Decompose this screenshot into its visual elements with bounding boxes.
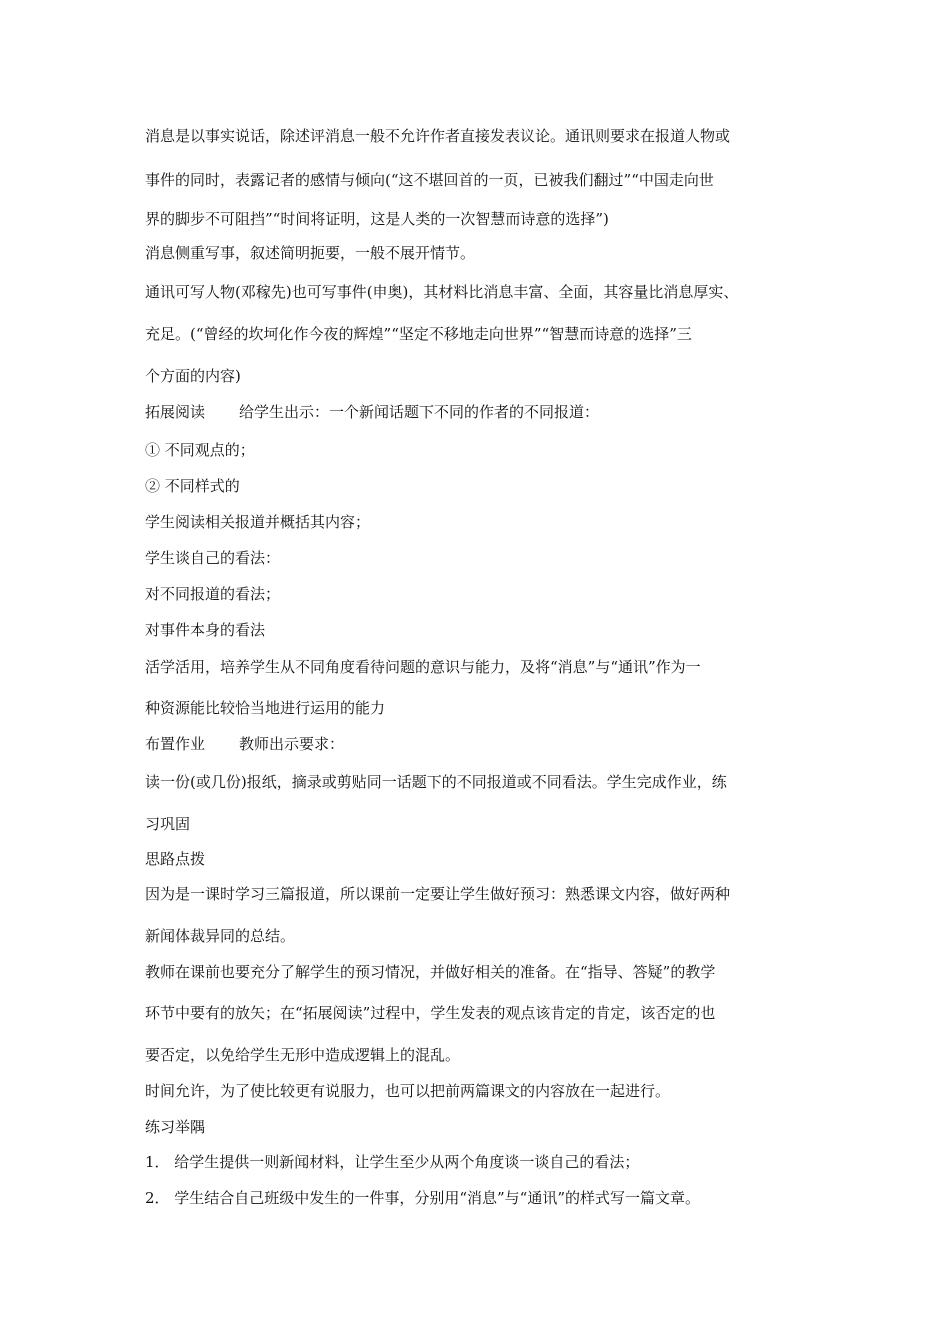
list-item: ① 不同观点的； <box>145 441 255 459</box>
paragraph-line: 通讯可写人物(邓稼先)也可写事件(申奥)，其材料比消息丰富、全面，其容量比消息厚实、 <box>145 283 739 301</box>
paragraph-line: 界的脚步不可阻挡”“时间将证明，这是人类的一次智慧而诗意的选择”) <box>145 210 609 228</box>
paragraph-line: 活学活用，培养学生从不同角度看待问题的意识与能力，及将“消息”与“通讯”作为一 <box>145 658 701 676</box>
paragraph-line: 学生阅读相关报道并概括其内容； <box>145 513 371 531</box>
paragraph-line: 因为是一课时学习三篇报道，所以课前一定要让学生做好预习：熟悉课文内容，做好两种 <box>145 885 731 903</box>
paragraph-line: 种资源能比较恰当地进行运用的能力 <box>145 699 386 717</box>
list-item: ② 不同样式的 <box>145 477 240 495</box>
paragraph-line: 新闻体裁异同的总结。 <box>145 927 296 945</box>
paragraph-line: 对事件本身的看法 <box>145 621 266 639</box>
extended-reading-text: 给学生出示：一个新闻话题下不同的作者的不同报道： <box>239 403 600 421</box>
paragraph-line: 教师在课前也要充分了解学生的预习情况，并做好相关的准备。在“指导、答疑”的教学 <box>145 963 716 981</box>
list-item: 2． 学生结合自己班级中发生的一件事，分别用“消息”与“通讯”的样式写一篇文章。 <box>145 1189 700 1207</box>
paragraph-line: 充足。(“曾经的坎坷化作今夜的辉煌”“坚定不移地走向世界”“智慧而诗意的选择”三 <box>145 325 692 343</box>
paragraph-line: 读一份(或几份)报纸，摘录或剪贴同一话题下的不同报道或不同看法。学生完成作业，练 <box>145 773 727 791</box>
homework-heading: 布置作业 <box>145 735 206 753</box>
list-item: 1． 给学生提供一则新闻材料，让学生至少从两个角度谈一谈自己的看法； <box>145 1153 640 1171</box>
paragraph-line: 对不同报道的看法； <box>145 585 281 603</box>
section-heading: 练习举隅 <box>145 1118 206 1136</box>
section-heading: 思路点拨 <box>145 850 206 868</box>
paragraph-line: 学生谈自己的看法： <box>145 549 281 567</box>
paragraph-line: 消息侧重写事，叙述简明扼要，一般不展开情节。 <box>145 244 476 262</box>
paragraph-line: 环节中要有的放矢；在“拓展阅读”过程中，学生发表的观点该肯定的肯定，该否定的也 <box>145 1004 716 1022</box>
extended-reading-line <box>145 402 810 422</box>
paragraph-line: 消息是以事实说话，除述评消息一般不允许作者直接发表议论。通讯则要求在报道人物或 <box>145 127 731 145</box>
paragraph-line: 个方面的内容) <box>145 367 241 385</box>
paragraph-line: 事件的同时，表露记者的感情与倾向(“这不堪回首的一页，已被我们翻过”“中国走向世 <box>145 171 714 189</box>
paragraph-line: 要否定，以免给学生无形中造成逻辑上的混乱。 <box>145 1046 461 1064</box>
paragraph-line: 习巩固 <box>145 815 191 833</box>
homework-text: 教师出示要求： <box>239 735 345 753</box>
paragraph-line: 时间允许，为了使比较更有说服力，也可以把前两篇课文的内容放在一起进行。 <box>145 1082 671 1100</box>
homework-line <box>145 734 810 754</box>
extended-reading-heading: 拓展阅读 <box>145 403 206 421</box>
